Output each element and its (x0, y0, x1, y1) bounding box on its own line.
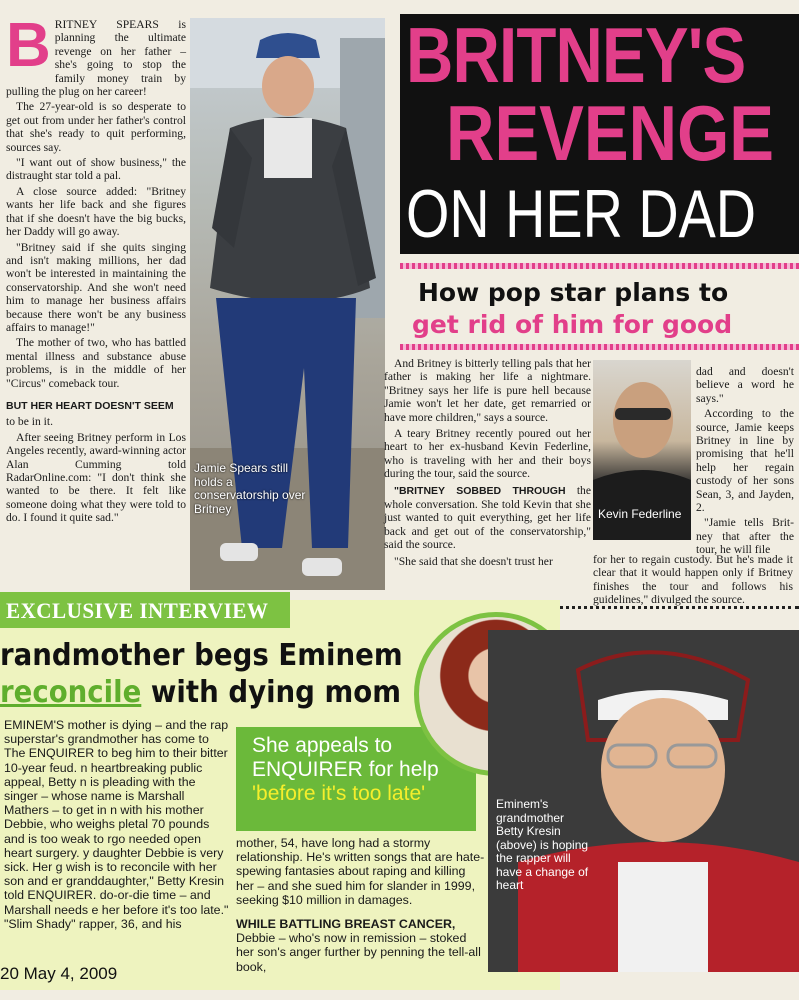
paragraph: "Jamie tells Brit-ney that after the tour, he will file (696, 516, 794, 557)
paragraph: According to the source, Jamie keeps Britney in line by promising that he'll help her regain custody of her sons Sean, 3, and Jayden, 2. (696, 407, 794, 515)
dek-rule-bottom (400, 344, 799, 350)
photo-caption: Jamie Spears still holds a conservatorship over Britney (194, 461, 306, 516)
eminem-column-1 (4, 718, 232, 931)
dek-line-1: How pop star plans to (418, 278, 729, 307)
paragraph: A teary Britney recently poured out her heart to her ex-husband Kevin Federline, who is traveling with her and their boys during the tour, said the source. (384, 427, 591, 481)
paragraph: "She said that she doesn't trust her (394, 554, 553, 568)
paragraph-text: Debbie – who's now in remission – stoked her son's anger further by penning the tell-all book, (236, 931, 481, 974)
paragraph: A close source added: "Britney wants her life back and she figures that if she doesn't have the big bucks, her Daddy will go away. (6, 184, 186, 239)
page-folio: 20 May 4, 2009 (0, 964, 118, 983)
eminem-headline-line-1: randmother begs Eminem (0, 638, 403, 673)
paragraph (236, 917, 486, 974)
paragraph: After seeing Britney perform in Los Angeles recently, award-winning actor Alan Cumming told RadarOnline.com: "I don't think she wanted to be there. It felt like someone doing what they were told to do. I found it quite sad." (6, 430, 186, 525)
bold-lead-in: WHILE BATTLING BREAST CANCER, (236, 917, 456, 932)
paragraph: RITNEY SPEARS is planning the ultimate revenge on her father – she's going to stop the family money train by pulling the plug on her career! (6, 18, 186, 99)
photo-caption: Kevin Federline (598, 507, 682, 521)
headline-line-1: BRITNEY'S (406, 11, 746, 99)
article-column-3 (696, 365, 794, 559)
dek-rule-top (400, 263, 799, 269)
photo-caption: Eminem's grandmother Betty Kresin (above) is hoping the rapper will have a change of heart (496, 797, 589, 892)
paragraph: dad and doesn't believe a word he says." (696, 365, 794, 405)
paragraph: The mother of two, who has battled mental illness and substance abuse problems, is in the middle of her "Circus" comeback tour. (6, 336, 186, 390)
eminem-column-2 (236, 836, 486, 984)
pull-quote-text: She appeals to ENQUIRER for help (252, 734, 439, 781)
paragraph-text: the whole conversation. She told Kevin that she just wanted to quit everything, get her life back and get out of the conservatorship," said the source. (384, 483, 591, 552)
dek-line-2: get rid of him for good (412, 310, 733, 339)
headline-panel (400, 11, 799, 254)
headline-line-2: REVENGE (446, 89, 775, 177)
headline-highlight: reconcile (0, 675, 142, 710)
paragraph: "I want out of show business," the distraught star told a pal. (6, 156, 186, 183)
headline-text: with dying mom (141, 675, 402, 710)
headline-line-3: ON HER DAD (406, 176, 757, 252)
paragraph: "Britney said if she quits singing and isn't making millions, her dad won't be interested in maintaining the conservatorship. And she won't need him to manage her business affairs because there won't be any business affairs to manage!" (6, 240, 186, 334)
bold-lead-in: "BRITNEY SOBBED THROUGH (394, 484, 566, 497)
eminem-headline-line-2 (0, 675, 401, 710)
article-column-1 (6, 11, 186, 527)
exclusive-label: EXCLUSIVE INTERVIEW (6, 598, 269, 623)
article-column-2 (384, 357, 591, 571)
paragraph (384, 484, 591, 552)
paragraph: to be in it. (6, 415, 54, 429)
paragraph: mother, 54, have long had a stormy relationship. He's written songs that are hate-spewing fantasies about raping and killing her – and she sued him for slander in 1999, seeking $10 million in damages. (236, 836, 485, 907)
paragraph: And Britney is bitterly telling pals that her father is making her life a nightmare. "Britney says her life is pure hell because Jamie won't let her date, get remarried or have more children," says a source. (384, 357, 591, 424)
subhead: BUT HER HEART DOESN'T SEEM (6, 399, 174, 412)
drop-cap: B (6, 11, 51, 80)
paragraph: EMINEM'S mother is dying – and the rap superstar's grandmother has come to The ENQUIRER to beg him to their bitter 10-year feud. n heartbreaking public appeal, Betty n is pleading with the singer – whose name is Marshall Mathers – to get in n with his mother Debbie, who weighs pletal 70 pounds and is too weak to rgo needed open heart surgery. y daughter Debbie is very sick. Her g wish is to reconcile with her son and er granddaughter," Betty Kresin told ENQUIRER. do-or-die time – and Marshall needs e her before it's too late." "Slim Shady" rapper, 36, and his (4, 718, 229, 931)
article-column-3-wide: for her to regain custody. But he's made it clear that it would happen only if Britney finishes the tour and follows his guidelines," divulged the source. (593, 553, 793, 607)
pull-quote-highlight: 'before it's too late' (252, 782, 426, 805)
paragraph: The 27-year-old is so desperate to get out from under her father's control that she's ready to quit performing, sources say. (6, 100, 186, 154)
